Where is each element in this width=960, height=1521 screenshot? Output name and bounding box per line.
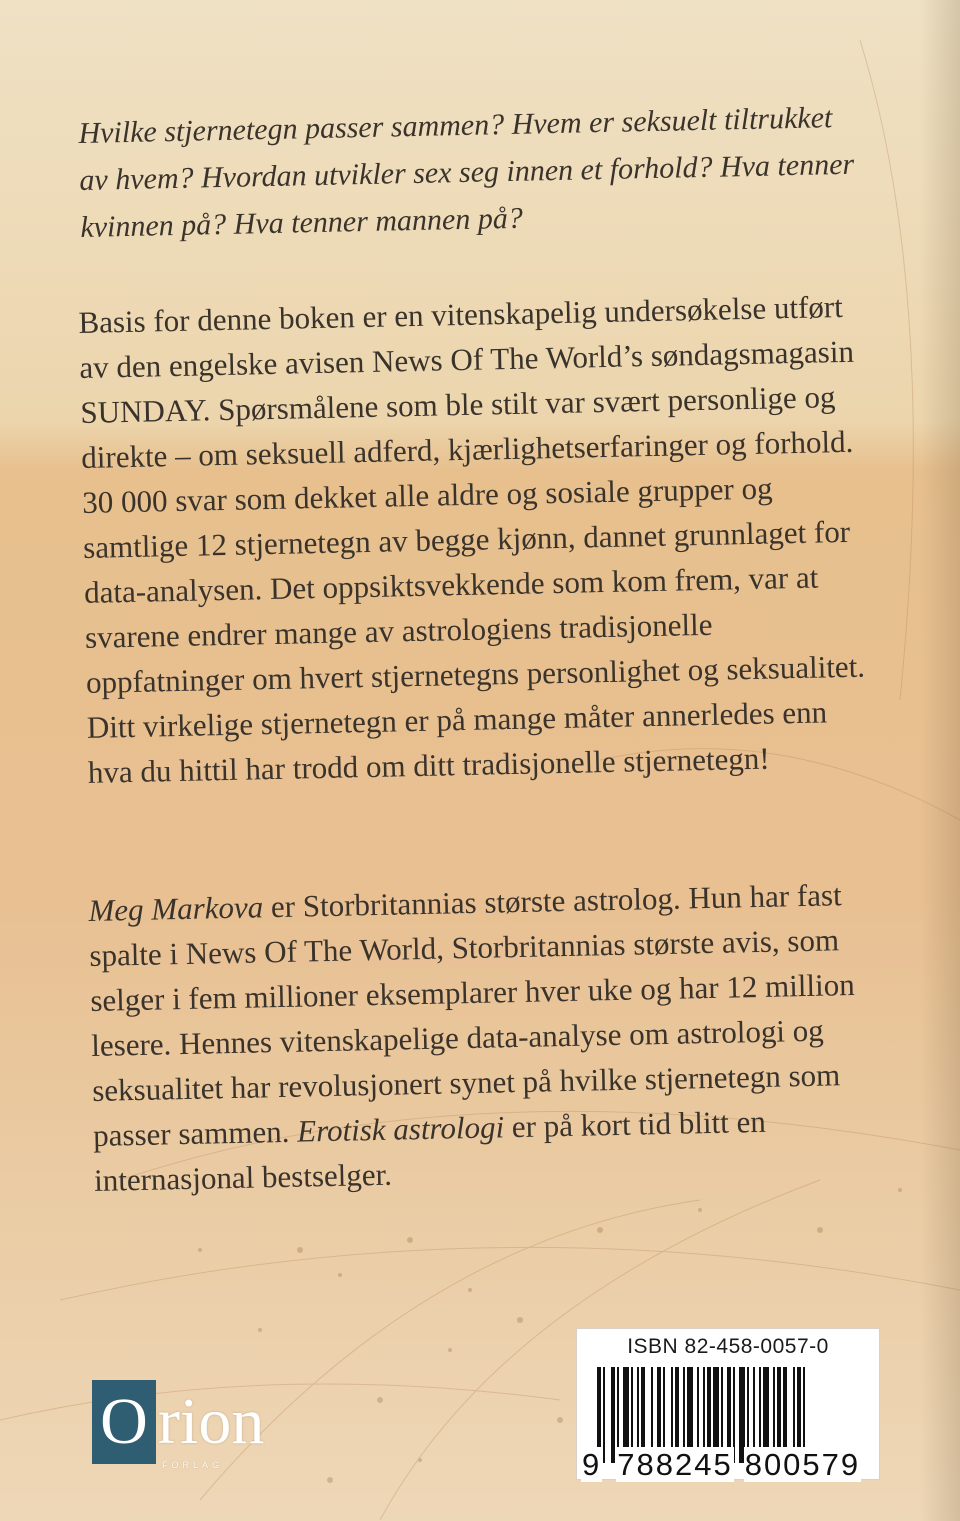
logo-initial: O	[92, 1380, 156, 1464]
description-paragraph: Basis for denne boken er en vitenskapelig undersøkelse utført av den engelske avisen News Of The World’s søndagsmagasin SUNDAY. Spørsmålene som ble stilt var svært personlige og direkte – om seksuell adferd, kjærlighetserfaringer og forhold. 30 000 svar som dekket alle aldre og sosiale grupper og samtlige 12 stjernetegn av begge kjønn, dannet grunnlaget for data-analysen. Det oppsiktsvekkende som kom frem, var at svarene endrer mange av astrologiens tradisjonelle oppfatninger om hvert stjernetegns personlighet og seksualitet. Ditt virkelige stjernetegn er på mange måter annerledes enn hva du hittil har trodd om ditt tradisjonelle stjernetegn!	[78, 288, 866, 790]
logo-subtitle: FORLAG	[162, 1460, 224, 1470]
author-name: Meg Markova	[88, 889, 264, 928]
ean-left-digits: 788245	[617, 1447, 733, 1482]
isbn-number: ISBN 82-458-0057-0	[627, 1335, 829, 1358]
logo-wordmark: rion	[158, 1385, 265, 1458]
spine-shadow	[920, 0, 960, 1521]
ean-right-digits: 800579	[744, 1447, 861, 1482]
book-title: Erotisk astrologi	[296, 1109, 505, 1149]
author-text-part-2: er på kort tid blitt en internasjonal bestselger.	[93, 1103, 767, 1198]
isbn-barcode	[576, 1328, 880, 1480]
ean-lead-digit: 9	[582, 1447, 602, 1482]
intro-questions: Hvilke stjernetegn passer sammen? Hvem er seksuelt tiltrukket av hvem? Hvordan utvikler sex seg innen et forhold? Hva tenner kvinnen på? Hva tenner mannen på?	[78, 101, 855, 244]
ean-number	[581, 1447, 875, 1483]
author-text-part-1: er Storbritannias største astrolog. Hun har fast spalte i News Of The World, Storbritannias største avis, som selger i fem millioner eksemplarer hver uke og har 12 million lesere. Hennes vitenskapelige data-analyse om astrologi og seksualitet har revolusjonert synet på hvilke stjernetegn som passer sammen.	[89, 877, 855, 1153]
author-paragraph	[88, 872, 874, 1203]
